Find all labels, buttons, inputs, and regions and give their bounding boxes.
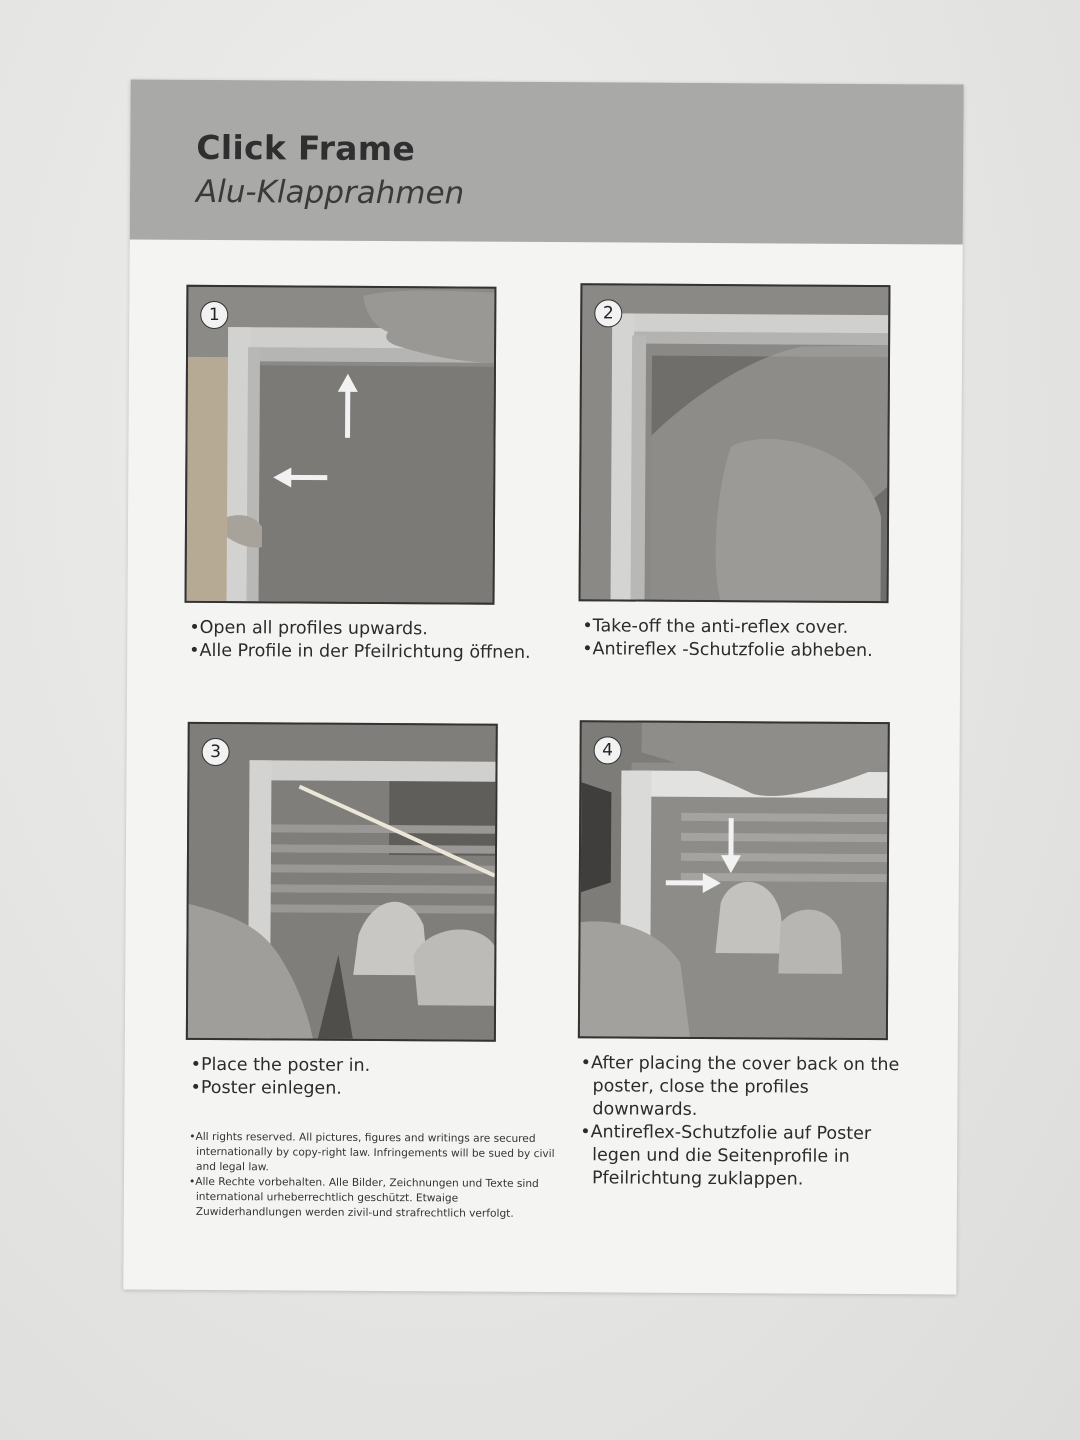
step-3-illustration xyxy=(188,724,496,1040)
step-3-caption-de: •Poster einlegen. xyxy=(190,1077,342,1099)
step-3-caption-en: •Place the poster in. xyxy=(190,1054,371,1076)
step-3-caption xyxy=(190,1054,490,1102)
step-2-caption xyxy=(582,615,922,663)
step-1-number: 1 xyxy=(200,301,228,329)
instruction-sheet xyxy=(123,79,963,1294)
header-band xyxy=(130,79,964,244)
step-4-photo xyxy=(578,720,890,1040)
step-2-number: 2 xyxy=(594,299,622,327)
step-1-caption-de: •Alle Profile in der Pfeilrichtung öffnen. xyxy=(189,640,531,663)
legal-notice-en: •All rights reserved. All pictures, figures and writings are secured internationally by copy-right law. Infringements will be sued by civil and legal law. xyxy=(189,1130,555,1174)
step-4-illustration xyxy=(580,722,888,1038)
step-2-illustration xyxy=(581,285,889,601)
step-1-illustration xyxy=(187,287,495,603)
step-1-caption xyxy=(189,617,549,665)
step-3-number: 3 xyxy=(202,738,230,766)
step-4-caption-de: •Antireflex-Schutzfolie auf Poster legen und die Seitenprofile in Pfeilrichtung zuklappen. xyxy=(580,1122,872,1190)
step-2-photo xyxy=(579,283,891,603)
page-subtitle: Alu-Klapprahmen xyxy=(195,173,465,212)
step-1-photo xyxy=(185,285,497,605)
step-1-caption-en: •Open all profiles upwards. xyxy=(189,617,428,640)
step-4-caption xyxy=(580,1052,916,1192)
step-4-number: 4 xyxy=(594,736,622,764)
legal-notice-de: •Alle Rechte vorbehalten. Alle Bilder, Zeichnungen und Texte sind international urheberrechtlich geschützt. Etwaige Zuwiderhandlungen werden zivil-und strafrechtlich verfolgt. xyxy=(188,1175,539,1220)
step-4-caption-en: •After placing the cover back on the poster, close the profiles downwards. xyxy=(580,1053,900,1120)
legal-notice xyxy=(189,1130,560,1222)
page-title: Click Frame xyxy=(196,127,416,169)
step-2-caption-en: •Take-off the anti-reflex cover. xyxy=(582,616,849,638)
step-2-caption-de: •Antireflex -Schutzfolie abheben. xyxy=(582,639,873,662)
step-3-photo xyxy=(186,722,498,1042)
